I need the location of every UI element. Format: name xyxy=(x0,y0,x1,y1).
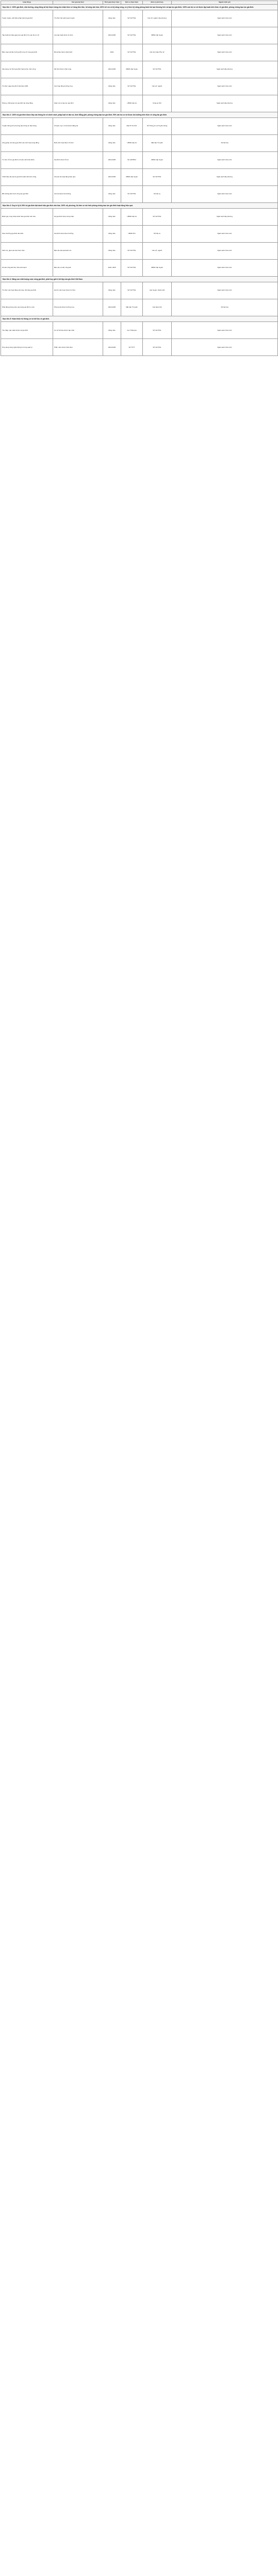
plan-table xyxy=(1,1,278,356)
section-title: Mục tiêu 5: Hoàn thiện hệ thống cơ sở dữ liệu về gia đình. xyxy=(1,316,278,322)
cell-action: Lồng ghép nội dung gia đình vào sinh hoạt cộng đồng xyxy=(1,135,53,152)
cell-action: Tổ chức ngày Gia đình Việt Nam 28/6 xyxy=(1,78,53,95)
section-row xyxy=(1,112,278,117)
table-row xyxy=(1,282,278,299)
table-body xyxy=(1,4,278,356)
cell-coop: Sở VHTTDL xyxy=(143,61,172,78)
cell-product: Cán bộ được bồi dưỡng xyxy=(53,186,103,203)
cell-time: Hằng năm xyxy=(103,209,121,226)
cell-action: Đánh giá, công nhận danh hiệu gia đình văn hóa xyxy=(1,209,53,226)
cell-lead: Đài PT-TH tỉnh xyxy=(121,118,143,135)
cell-fund: Ngân sách địa phương xyxy=(172,61,278,78)
cell-lead: UBND cấp huyện xyxy=(121,61,143,78)
table-row xyxy=(1,10,278,27)
cell-lead: UBND cấp xã xyxy=(121,209,143,226)
cell-lead: Sở LĐTBXH xyxy=(121,152,143,169)
cell-coop: Sở VHTTDL xyxy=(143,209,172,226)
cell-product: Phần mềm được triển khai xyxy=(53,339,103,356)
header-action: Hoạt động xyxy=(1,1,53,5)
cell-lead: Sở VHTTDL xyxy=(121,186,143,203)
cell-time: 2022-2025 xyxy=(103,61,121,78)
cell-lead: Sở VHTTDL xyxy=(121,243,143,260)
cell-time: Hằng năm xyxy=(103,10,121,27)
cell-time: 2023-2025 xyxy=(103,339,121,356)
cell-fund: Ngân sách nhà nước xyxy=(172,118,278,135)
cell-fund: Xã hội hóa xyxy=(172,299,278,316)
header-lead: Đơn vị thực hiện xyxy=(121,1,143,5)
cell-action: Xây dựng mô hình gia đình hạnh phúc, bền vững xyxy=(1,61,53,78)
cell-fund: Ngân sách nhà nước xyxy=(172,282,278,299)
table-row xyxy=(1,322,278,339)
cell-time: Hằng năm xyxy=(103,186,121,203)
cell-product: Báo cáo kết quả kiểm tra xyxy=(53,243,103,260)
cell-action: Ứng dụng công nghệ thông tin trong quản lý xyxy=(1,339,53,356)
cell-fund: Ngân sách nhà nước xyxy=(172,186,278,203)
cell-time: Hằng năm xyxy=(103,78,121,95)
cell-product: Bộ tài liệu được phát hành xyxy=(53,44,103,61)
cell-coop: Sở VHTTDL xyxy=(143,169,172,186)
cell-time: Hằng năm xyxy=(103,118,121,135)
cell-lead: UBND cấp xã xyxy=(121,95,143,112)
cell-time: 2022 xyxy=(103,44,121,61)
section-title: Mục tiêu 4: Nâng cao chất lượng cuộc sống gia đình, phát huy giá trị tốt đẹp của gia đình Việt Nam. xyxy=(1,277,278,282)
table-row xyxy=(1,44,278,61)
cell-lead: Sở VHTTDL xyxy=(121,10,143,27)
cell-product: Chuyên mục, tin bài được đăng tải xyxy=(53,118,103,135)
cell-action: Thu thập, cập nhật số liệu về gia đình xyxy=(1,322,53,339)
cell-product: Mô hình được nhân rộng xyxy=(53,61,103,78)
cell-time: Hằng năm xyxy=(103,226,121,243)
cell-product: Các hoạt động hưởng ứng xyxy=(53,78,103,95)
cell-time: 2022-2025 xyxy=(103,152,121,169)
cell-coop: Mặt trận Tổ quốc xyxy=(143,135,172,152)
cell-action: Tuyên truyền, phổ biến pháp luật về gia đình xyxy=(1,10,53,27)
cell-fund: Ngân sách nhà nước xyxy=(172,44,278,61)
cell-lead: Sở VHTTDL xyxy=(121,44,143,61)
cell-fund: Ngân sách địa phương xyxy=(172,209,278,226)
cell-time: Hằng năm xyxy=(103,322,121,339)
cell-coop: Các sở, ngành, địa phương xyxy=(143,10,172,27)
cell-action: Tập huấn kỹ năng giáo dục gia đình cho cán bộ cơ sở xyxy=(1,27,53,44)
cell-action: Sơ kết, tổng kết thực hiện kế hoạch xyxy=(1,260,53,277)
cell-coop: Công an tỉnh xyxy=(143,95,172,112)
cell-coop: Các đoàn thể xyxy=(143,299,172,316)
cell-fund: Ngân sách nhà nước xyxy=(172,339,278,356)
table-row xyxy=(1,186,278,203)
cell-fund: Ngân sách nhà nước xyxy=(172,243,278,260)
cell-lead: Mặt trận Tổ quốc xyxy=(121,299,143,316)
table-row xyxy=(1,118,278,135)
section-title: Mục tiêu 3: Duy trì tỷ lệ 90% hộ gia đình đạt danh hiệu gia đình văn hóa; 100% xã, phường, thị trấn có mô hình phòng chống bạo lực gia đình hoạt động hiệu quả. xyxy=(1,203,278,209)
cell-action: Biên soạn tài liệu hướng dẫn ứng xử trong gia đình xyxy=(1,44,53,61)
section-row xyxy=(1,316,278,322)
table-row xyxy=(1,78,278,95)
cell-coop: Sở VHTTDL xyxy=(143,339,172,356)
cell-time: Hằng năm xyxy=(103,95,121,112)
cell-coop: UBND cấp huyện xyxy=(143,27,172,44)
cell-lead: Sở TTTT xyxy=(121,339,143,356)
cell-fund: Ngân sách nhà nước xyxy=(172,322,278,339)
cell-fund: Ngân sách nhà nước xyxy=(172,152,278,169)
cell-product: Cơ sở dữ liệu được cập nhật xyxy=(53,322,103,339)
cell-action: Thành lập câu lạc bộ gia đình phát triển bền vững xyxy=(1,169,53,186)
cell-fund: Ngân sách địa phương xyxy=(172,95,278,112)
cell-fund: Ngân sách nhà nước xyxy=(172,10,278,27)
table-row xyxy=(1,339,278,356)
cell-time: 2022-2025 xyxy=(103,27,121,44)
cell-coop: Các sở, ngành xyxy=(143,243,172,260)
cell-action: Tư vấn, hỗ trợ gia đình có hoàn cảnh khó khăn xyxy=(1,152,53,169)
cell-coop: Sở Thông tin và Truyền thông xyxy=(143,118,172,135)
cell-coop: UBND cấp huyện xyxy=(143,152,172,169)
cell-lead: UBND cấp huyện xyxy=(121,169,143,186)
cell-lead: Sở VHTTDL xyxy=(121,27,143,44)
cell-coop: Sở VHTTDL xyxy=(143,322,172,339)
section-title: Mục tiêu 2: 100% hộ gia đình được tiếp cận thông tin về chính sách, pháp luật về dân số, bình đẳng giới, phòng chống bạo lực gia đình; 90% cán bộ cơ sở được bồi dưỡng kiến thức về công tác gia đình. xyxy=(1,112,278,117)
cell-coop: UBND cấp huyện xyxy=(143,260,172,277)
cell-fund: Ngân sách nhà nước xyxy=(172,260,278,277)
cell-coop: Các sở, ngành xyxy=(143,78,172,95)
cell-product: Tổ chức hội nghị tuyên truyền xyxy=(53,10,103,27)
cell-lead: Sở VHTTDL xyxy=(121,282,143,299)
cell-product: Hộ gia đình được công nhận xyxy=(53,209,103,226)
document xyxy=(1,1,277,356)
cell-fund: Ngân sách nhà nước xyxy=(172,27,278,44)
cell-coop: Sở Nội vụ xyxy=(143,186,172,203)
cell-time: Hằng năm xyxy=(103,135,121,152)
table-row xyxy=(1,209,278,226)
table-header xyxy=(1,1,278,5)
cell-product: Câu lạc bộ hoạt động hiệu quả xyxy=(53,169,103,186)
table-row xyxy=(1,61,278,78)
section-title: Mục tiêu 1: 100% gia đình, nhà trường, cộng đồng xã hội được trang cho nhận thức về hàng đồn đức, lối sống văn hóa, 100% trẻ em có kỹ năng sống, có ý thức kỹ năng phòng tránh tai nạn thương tích và bạo lực gia đình; 100% cán bộ cơ sở được tập huấn kiến thức về gia đình, phòng chống bạo lực gia đình. xyxy=(1,4,278,10)
table-row xyxy=(1,243,278,260)
cell-action: Phòng, chống bạo lực gia đình tại cộng đồng xyxy=(1,95,53,112)
cell-fund: Xã hội hóa xyxy=(172,135,278,152)
cell-product: Hội thi, liên hoan được tổ chức xyxy=(53,282,103,299)
cell-product: Buổi sinh hoạt được tổ chức xyxy=(53,135,103,152)
cell-fund: Ngân sách nhà nước xyxy=(172,226,278,243)
cell-action: Bồi dưỡng kiến thức công tác gia đình xyxy=(1,186,53,203)
header-fund: Nguồn kinh phí xyxy=(172,1,278,5)
cell-product: Lớp tập huấn được tổ chức xyxy=(53,27,103,44)
cell-coop: Sở Nội vụ xyxy=(143,226,172,243)
table-row xyxy=(1,152,278,169)
table-row xyxy=(1,260,278,277)
cell-lead: Sở VHTTDL xyxy=(121,78,143,95)
header-product: Kết quả dự kiến xyxy=(53,1,103,5)
cell-coop: Hội Liên hiệp Phụ nữ xyxy=(143,44,172,61)
cell-lead: Cục Thống kê xyxy=(121,322,143,339)
cell-time: 2022-2025 xyxy=(103,299,121,316)
cell-time: 2022-2025 xyxy=(103,169,121,186)
cell-action: Khen thưởng gia đình tiêu biểu xyxy=(1,226,53,243)
cell-action: Tổ chức các hoạt động văn hóa, thể thao gia đình xyxy=(1,282,53,299)
header-time: Thời gian thực hiện xyxy=(103,1,121,5)
cell-lead: UBND tỉnh xyxy=(121,226,143,243)
cell-fund: Ngân sách nhà nước xyxy=(172,78,278,95)
cell-coop: Các huyện, thành phố xyxy=(143,282,172,299)
cell-action: Phát động phong trào xây dựng gia đình no ấm xyxy=(1,299,53,316)
cell-time: 2023, 2025 xyxy=(103,260,121,277)
cell-action: Kiểm tra, giám sát việc thực hiện xyxy=(1,243,53,260)
cell-lead: Sở VHTTDL xyxy=(121,260,143,277)
table-row xyxy=(1,299,278,316)
section-row xyxy=(1,203,278,209)
table-row xyxy=(1,226,278,243)
cell-product: Gia đình được khen thưởng xyxy=(53,226,103,243)
section-row xyxy=(1,4,278,10)
cell-lead: UBND cấp xã xyxy=(121,135,143,152)
cell-fund: Ngân sách địa phương xyxy=(172,169,278,186)
header-coop: Đơn vị phối hợp xyxy=(143,1,172,5)
section-row xyxy=(1,277,278,282)
cell-product: Giảm số vụ bạo lực gia đình xyxy=(53,95,103,112)
cell-product: Phong trào được hưởng ứng xyxy=(53,299,103,316)
cell-time: Hằng năm xyxy=(103,243,121,260)
cell-time: Hằng năm xyxy=(103,282,121,299)
table-row xyxy=(1,135,278,152)
cell-product: Báo cáo sơ kết, tổng kết xyxy=(53,260,103,277)
cell-action: Truyền thông trên phương tiện thông tin đại chúng xyxy=(1,118,53,135)
cell-product: Gia đình được hỗ trợ xyxy=(53,152,103,169)
table-row xyxy=(1,27,278,44)
table-row xyxy=(1,95,278,112)
table-row xyxy=(1,169,278,186)
